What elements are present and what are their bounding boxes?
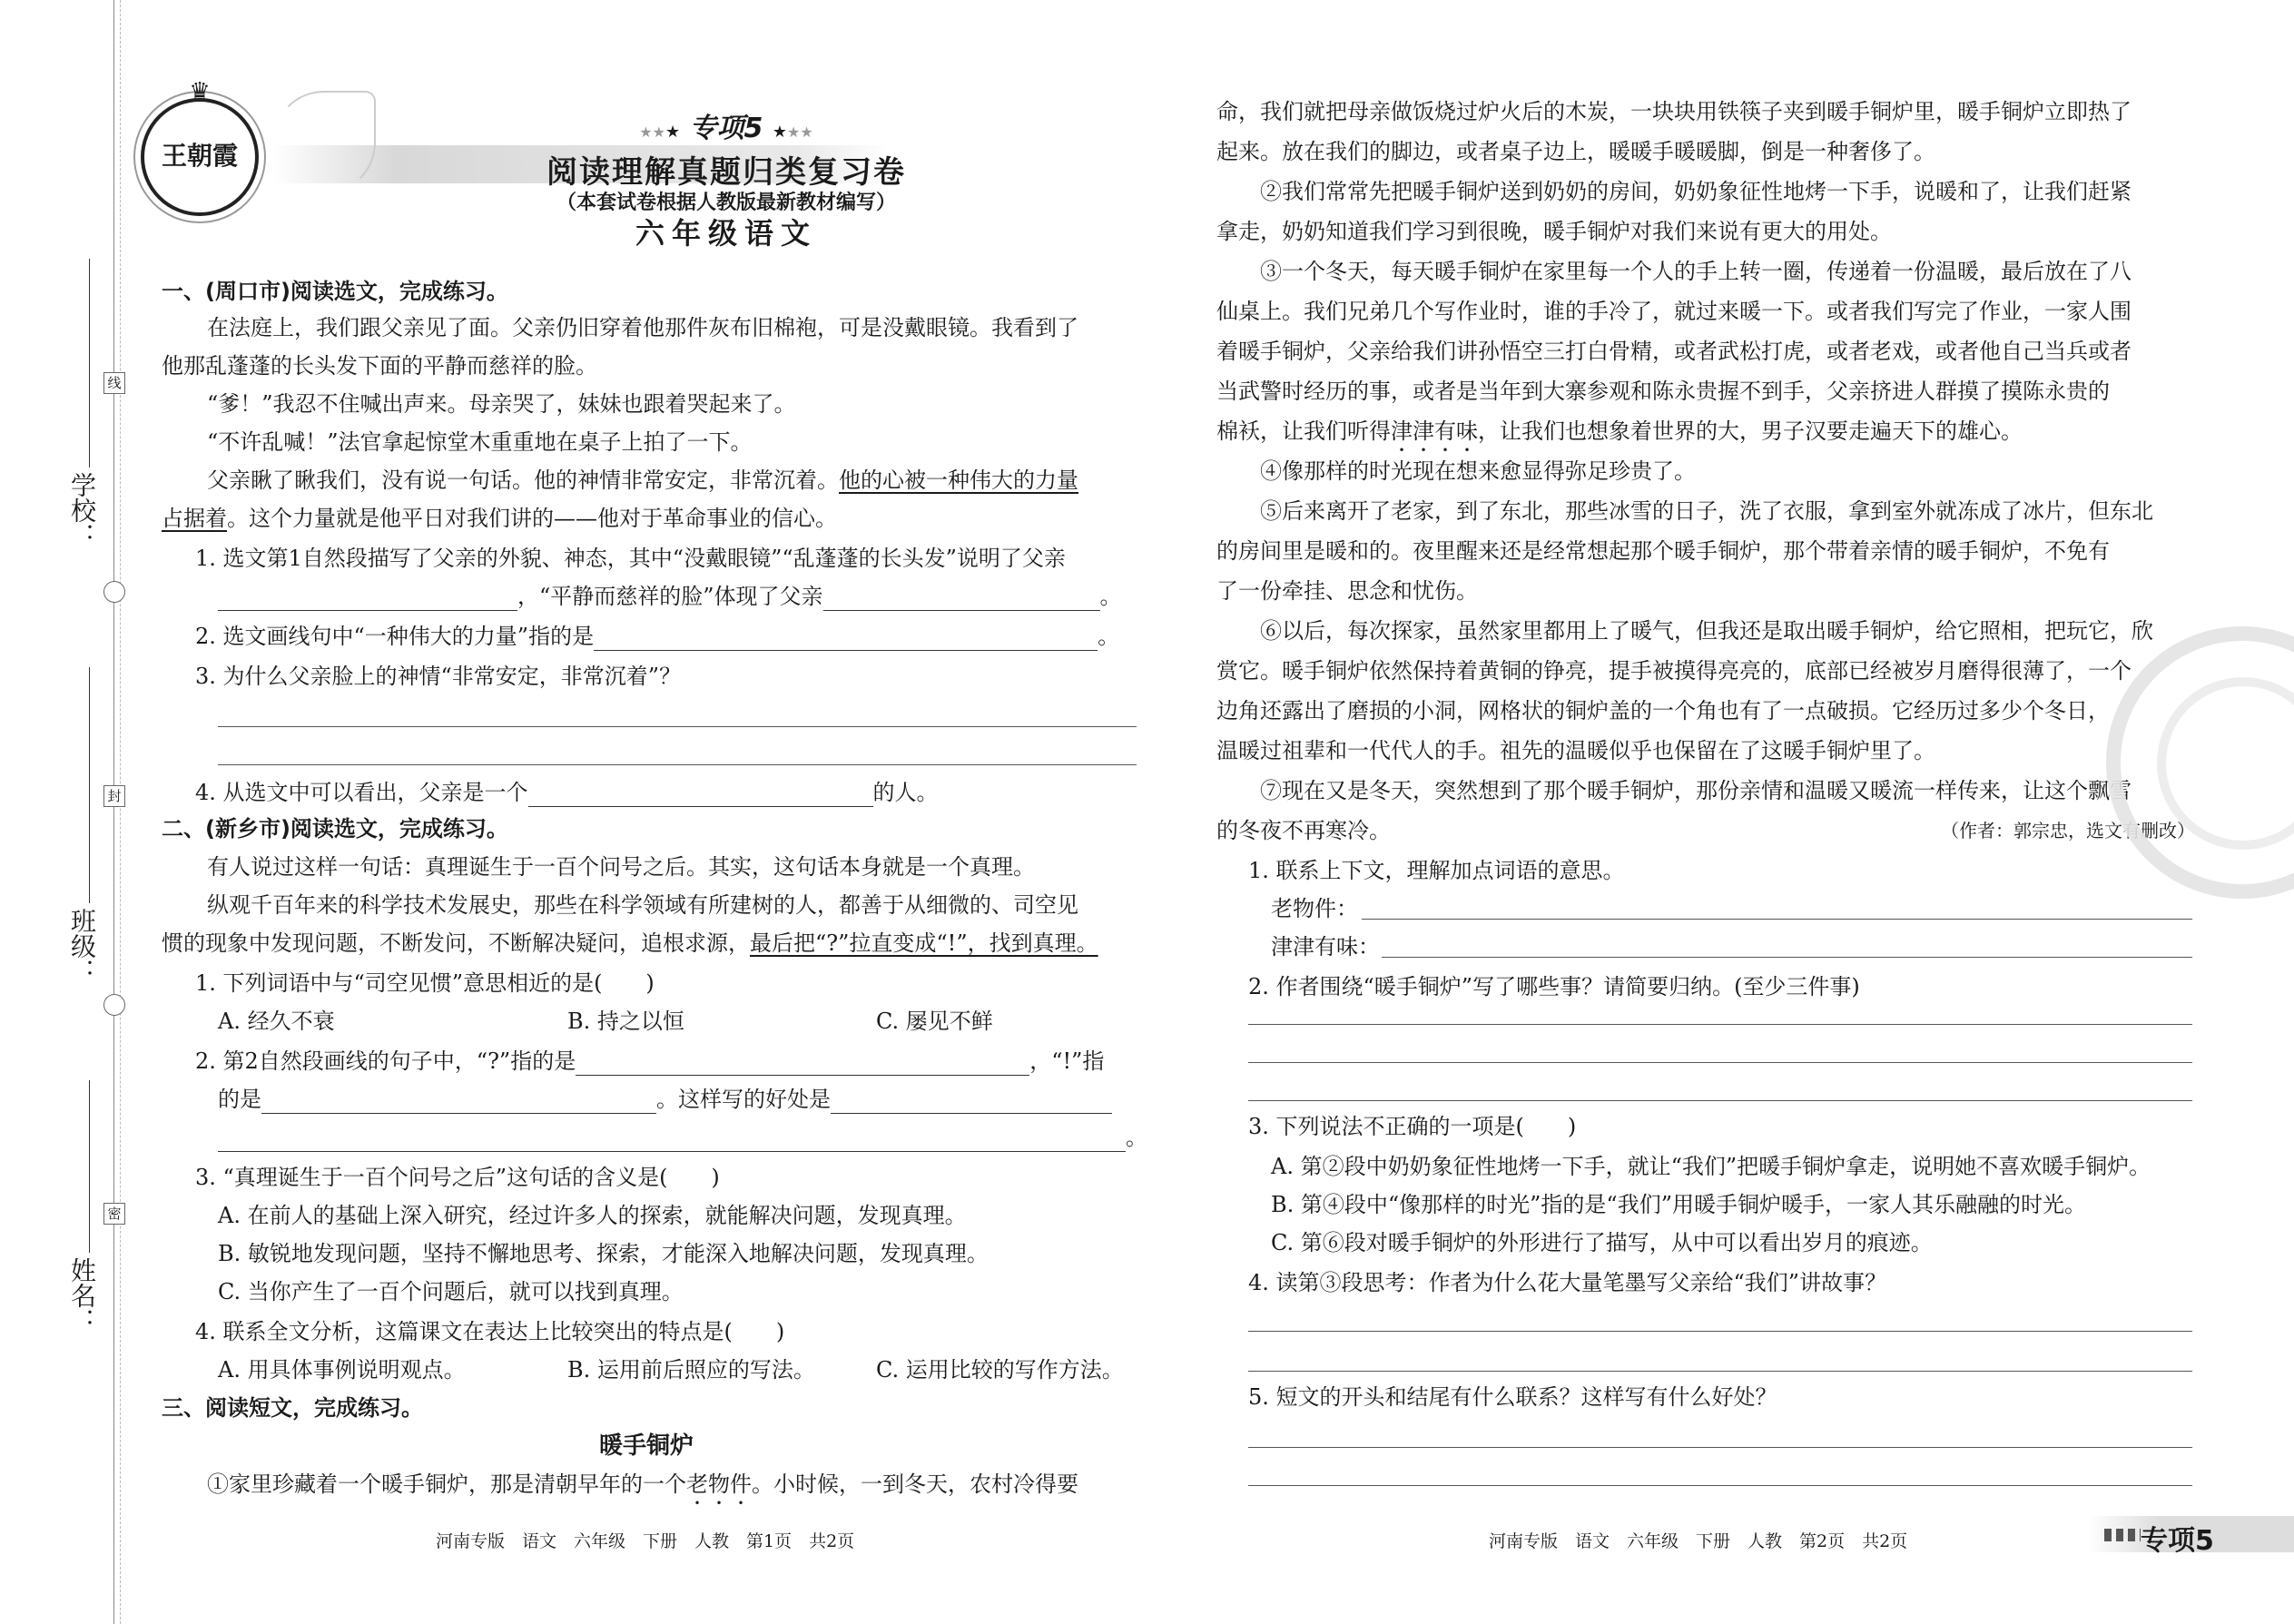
option-b[interactable]: B. 运用前后照应的写法。 xyxy=(567,1357,815,1383)
watermark-seal-icon xyxy=(2106,626,2294,899)
question-3-1-word: 老物件： xyxy=(1271,896,1358,921)
answer-blank[interactable] xyxy=(594,626,1098,651)
tab-squares-icon xyxy=(2104,1529,2141,1541)
ribbon-swirl-icon xyxy=(272,91,376,194)
tab-label: 专项5 xyxy=(2141,1525,2214,1557)
section-3-heading: 三、阅读短文，完成练习。 xyxy=(162,1395,423,1421)
passage-3-paragraph: 着暖手铜炉，父亲给我们讲孙悟空三打白骨精，或者武松打虎，或者老戏，或者他自己当兵或者 xyxy=(1216,339,2132,364)
question-3-2: 2. 作者围绕“暖手铜炉”写了哪些事？请简要归纳。(至少三件事) xyxy=(1248,974,1860,999)
option-c[interactable]: C. 第⑥段对暖手铜炉的外形进行了描写，从中可以看出岁月的痕迹。 xyxy=(1271,1230,1933,1255)
dotted-word: 津津有味 xyxy=(1391,418,1478,444)
answer-line[interactable] xyxy=(1248,1447,2192,1448)
passage-3-paragraph: ③一个冬天，每天暖手铜炉在家里每一个人的手上转一圈，传递着一份温暖，最后放在了八 xyxy=(1260,259,2132,284)
question-1-4: 4. 从选文中可以看出，父亲是一个 的人。 xyxy=(195,780,939,805)
class-label: 班级： xyxy=(67,908,97,984)
passage-3-paragraph: 温暖过祖辈和一代代人的手。祖先的温暖似乎也保留在了这暖手铜炉里了。 xyxy=(1216,738,1935,763)
logo-crown-icon: ♛ xyxy=(189,78,211,105)
underlined-sentence: 他的心被一种伟大的力量 xyxy=(839,468,1078,493)
answer-line[interactable] xyxy=(1248,1485,2192,1486)
binding-hole-icon xyxy=(103,994,125,1016)
passage-3-paragraph: ⑤后来离开了老家，到了东北，那些冰雪的日子，洗了衣服，拿到室外就冻成了冰片，但东北 xyxy=(1260,498,2153,524)
underlined-sentence: 占据着 xyxy=(162,506,227,531)
option-b[interactable]: B. 第④段中“像那样的时光”指的是“我们”用暖手铜炉暖手，一家人其乐融融的时光。 xyxy=(1271,1192,2086,1217)
passage-3-paragraph: 棉袄，让我们听得津津有味，让我们也想象着世界的大，男子汉要走遍天下的雄心。 xyxy=(1216,418,2023,444)
page-subtitle: （本套试卷根据人教版最新教材编写） xyxy=(556,191,896,214)
footer-page-1: 河南专版 语文 六年级 下册 人教 第1页 共2页 xyxy=(436,1531,855,1551)
school-label: 学校： xyxy=(67,472,97,548)
question-3-3: 3. 下列说法不正确的一项是( ) xyxy=(1248,1114,1577,1139)
passage-3-paragraph: 当武警时经历的事，或者是当年到大寨参观和陈永贵握不到手，父亲挤进人群摸了摸陈永贵的 xyxy=(1216,379,2110,404)
passage-3-paragraph: 了一份牵挂、思念和忧伤。 xyxy=(1216,578,1478,604)
class-field[interactable] xyxy=(89,667,90,903)
school-field[interactable] xyxy=(89,259,90,468)
option-a[interactable]: A. 用具体事例说明观点。 xyxy=(218,1357,466,1383)
question-3-4: 4. 读第③段思考：作者为什么花大量笔墨写父亲给“我们”讲故事？ xyxy=(1248,1270,1887,1295)
passage-3-paragraph: 的房间里是暖和的。夜里醒来还是经常想起那个暖手铜炉，那个带着亲情的暖手铜炉，不免有 xyxy=(1216,538,2110,564)
option-a[interactable]: A. 在前人的基础上深入研究，经过许多人的探索，就能解决问题，发现真理。 xyxy=(218,1203,967,1228)
passage-2-paragraph: 纵观千百年来的科学技术发展史，那些在科学领域有所建树的人，都善于从细微的、司空见 xyxy=(207,892,1078,918)
passage-3-paragraph: ⑥以后，每次探家，虽然家里都用上了暖气，但我还是取出暖手铜炉，给它照相，把玩它，欣 xyxy=(1260,618,2153,644)
answer-line[interactable] xyxy=(218,726,1137,727)
binding-hole-icon xyxy=(103,581,125,603)
section-1-heading: 一、(周口市)阅读选文，完成练习。 xyxy=(162,279,508,304)
passage-3-paragraph: 的冬夜不再寒冷。 xyxy=(1216,818,1391,843)
answer-blank[interactable] xyxy=(528,782,873,807)
option-a[interactable]: A. 第②段中奶奶象征性地烤一下手，就让“我们”把暖手铜炉拿走，说明她不喜欢暖手铜炉。 xyxy=(1271,1154,2151,1179)
footer-page-2: 河南专版 语文 六年级 下册 人教 第2页 共2页 xyxy=(1489,1531,1908,1551)
name-label: 姓名： xyxy=(67,1257,97,1334)
underlined-sentence: 最后把“?”拉直变成“!”，找到真理。 xyxy=(750,930,1098,956)
question-2-2-cont: 。 xyxy=(218,1123,1147,1152)
passage-3-paragraph: 起来。放在我们的脚边，或者桌子边上，暖暖手暖暖脚，倒是一种奢侈了。 xyxy=(1216,139,1935,164)
logo-text: 王朝霞 xyxy=(161,141,238,171)
author-credit: （作者：郭宗忠，选文有删改） xyxy=(1941,820,2195,842)
dotted-word: 老物件 xyxy=(686,1471,752,1497)
option-c[interactable]: C. 当你产生了一百个问题后，就可以找到真理。 xyxy=(218,1279,684,1304)
question-2-2-cont: 的是 。这样写的好处是 xyxy=(218,1085,1112,1114)
passage-1-paragraph: 他那乱蓬蓬的长头发下面的平静而慈祥的脸。 xyxy=(162,353,597,379)
passage-1-paragraph: 在法庭上，我们跟父亲见了面。父亲仍旧穿着他那件灰布旧棉袍，可是没戴眼镜。我看到了 xyxy=(207,315,1078,340)
passage-3-paragraph: 边角还露出了磨损的小洞，网格状的铜炉盖的一个角也有了一点破损。它经历过多少个冬日， xyxy=(1216,698,2110,723)
question-1-2: 2. 选文画线句中“一种伟大的力量”指的是 。 xyxy=(195,624,1120,649)
passage-3-paragraph: 命，我们就把母亲做饭烧过炉火后的木炭，一块块用铁筷子夹到暖手铜炉里，暖手铜炉立即热了 xyxy=(1216,99,2132,124)
passage-3-paragraph: ⑦现在又是冬天，突然想到了那个暖手铜炉，那份亲情和温暖又暖流一样传来，让这个飘雪 xyxy=(1260,778,2132,803)
spine-dash-rule xyxy=(120,0,121,1624)
grade-subject: 六年级语文 xyxy=(635,216,817,251)
question-2-2: 2. 第2自然段画线的句子中，“?”指的是 ，“!”指 xyxy=(195,1048,1105,1074)
series-label: ★★★ 专项5 ★★★ xyxy=(639,113,813,144)
passage-1-paragraph: “不许乱喊！”法官拿起惊堂木重重地在桌子上拍了一下。 xyxy=(207,429,753,455)
question-1-3: 3. 为什么父亲脸上的神情“非常安定，非常沉着”？ xyxy=(195,664,682,689)
passage-3-title: 暖手铜炉 xyxy=(599,1432,694,1460)
star-icon: ★★ xyxy=(639,123,665,141)
question-1-1: 1. 选文第1自然段描写了父亲的外貌、神态，其中“没戴眼镜”“乱蓬蓬的长头发”说明了父亲 xyxy=(195,546,1066,571)
answer-blank[interactable] xyxy=(218,1127,1126,1152)
answer-line[interactable] xyxy=(1248,1100,2192,1101)
passage-2-paragraph: 惯的现象中发现问题，不断发问，不断解决疑问，追根求源，最后把“?”拉直变成“!”，找到真理。 xyxy=(162,930,1098,956)
answer-blank[interactable] xyxy=(576,1051,1029,1076)
option-c[interactable]: C. 运用比较的写作方法。 xyxy=(876,1357,1124,1383)
name-field[interactable] xyxy=(89,1080,90,1253)
answer-line[interactable] xyxy=(1248,1331,2192,1332)
answer-blank[interactable] xyxy=(823,586,1100,611)
answer-blank[interactable] xyxy=(261,1089,656,1114)
answer-line[interactable] xyxy=(1248,1062,2192,1063)
spine-vertical-rule xyxy=(113,0,114,1624)
passage-1-paragraph: 父亲瞅了瞅我们，没有说一句话。他的神情非常安定，非常沉着。他的心被一种伟大的力量 xyxy=(207,468,1078,493)
star-icon: ★★ xyxy=(787,123,813,141)
option-a[interactable]: A. 经久不衰 xyxy=(218,1009,335,1034)
option-c[interactable]: C. 屡见不鲜 xyxy=(876,1009,993,1034)
question-2-1: 1. 下列词语中与“司空见惯”意思相近的是( ) xyxy=(195,970,655,996)
answer-line[interactable] xyxy=(1248,1371,2192,1372)
answer-blank[interactable] xyxy=(218,586,517,611)
seal-mark-seal: 封 xyxy=(103,785,125,807)
seal-mark-secret: 密 xyxy=(103,1203,125,1225)
question-3-1-word: 津津有味： xyxy=(1271,934,1380,960)
section-2-heading: 二、(新乡市)阅读选文，完成练习。 xyxy=(162,816,508,842)
passage-1-paragraph: 占据着。这个力量就是他平日对我们讲的——他对于革命事业的信心。 xyxy=(162,506,837,531)
passage-3-paragraph: 赏它。暖手铜炉依然保持着黄铜的铮亮，提手被摸得亮亮的，底部已经被岁月磨得很薄了，一个 xyxy=(1216,658,2132,684)
option-b[interactable]: B. 持之以恒 xyxy=(567,1009,684,1034)
answer-blank[interactable] xyxy=(831,1089,1112,1114)
passage-2-paragraph: 有人说过这样一句话：真理诞生于一百个问号之后。其实，这句话本身就是一个真理。 xyxy=(207,854,1035,880)
answer-line[interactable] xyxy=(218,764,1137,765)
question-1-1-blanks: ，“平静而慈祥的脸”体现了父亲 。 xyxy=(218,582,1122,611)
publisher-logo xyxy=(141,78,259,216)
passage-3-paragraph: 仙桌上。我们兄弟几个写作业时，谁的手冷了，就过来暖一下。或者我们写完了作业，一家人围 xyxy=(1216,299,2132,324)
question-2-4: 4. 联系全文分析，这篇课文在表达上比较突出的特点是( ) xyxy=(195,1319,785,1344)
option-b[interactable]: B. 敏锐地发现问题，坚持不懈地思考、探索，才能深入地解决问题，发现真理。 xyxy=(218,1241,989,1266)
passage-3-paragraph: ④像那样的时光现在想来愈显得弥足珍贵了。 xyxy=(1260,458,1696,484)
question-3-1: 1. 联系上下文，理解加点词语的意思。 xyxy=(1248,858,1625,883)
seal-mark-line: 线 xyxy=(103,372,125,394)
question-2-3: 3. “真理诞生于一百个问号之后”这句话的含义是( ) xyxy=(195,1165,720,1190)
answer-line[interactable] xyxy=(1362,919,2192,920)
passage-3-paragraph: ②我们常常先把暖手铜炉送到奶奶的房间，奶奶象征性地烤一下手，说暖和了，让我们赶紧 xyxy=(1260,179,2132,204)
question-3-5: 5. 短文的开头和结尾有什么联系？这样写有什么好处？ xyxy=(1248,1384,1777,1410)
section-tab xyxy=(2088,1516,2294,1557)
answer-line[interactable] xyxy=(1248,1024,2192,1025)
answer-line[interactable] xyxy=(1382,957,2192,958)
page-title: 阅读理解真题归类复习卷 xyxy=(546,154,906,191)
passage-1-paragraph: “爹！”我忍不住喊出声来。母亲哭了，妹妹也跟着哭起来了。 xyxy=(207,391,796,417)
passage-3-paragraph: 拿走，奶奶知道我们学习到很晚，暖手铜炉对我们来说有更大的用处。 xyxy=(1216,219,1892,244)
passage-3-paragraph: ①家里珍藏着一个暖手铜炉，那是清朝早年的一个老物件。小时候，一到冬天，农村冷得要 xyxy=(207,1471,1078,1497)
